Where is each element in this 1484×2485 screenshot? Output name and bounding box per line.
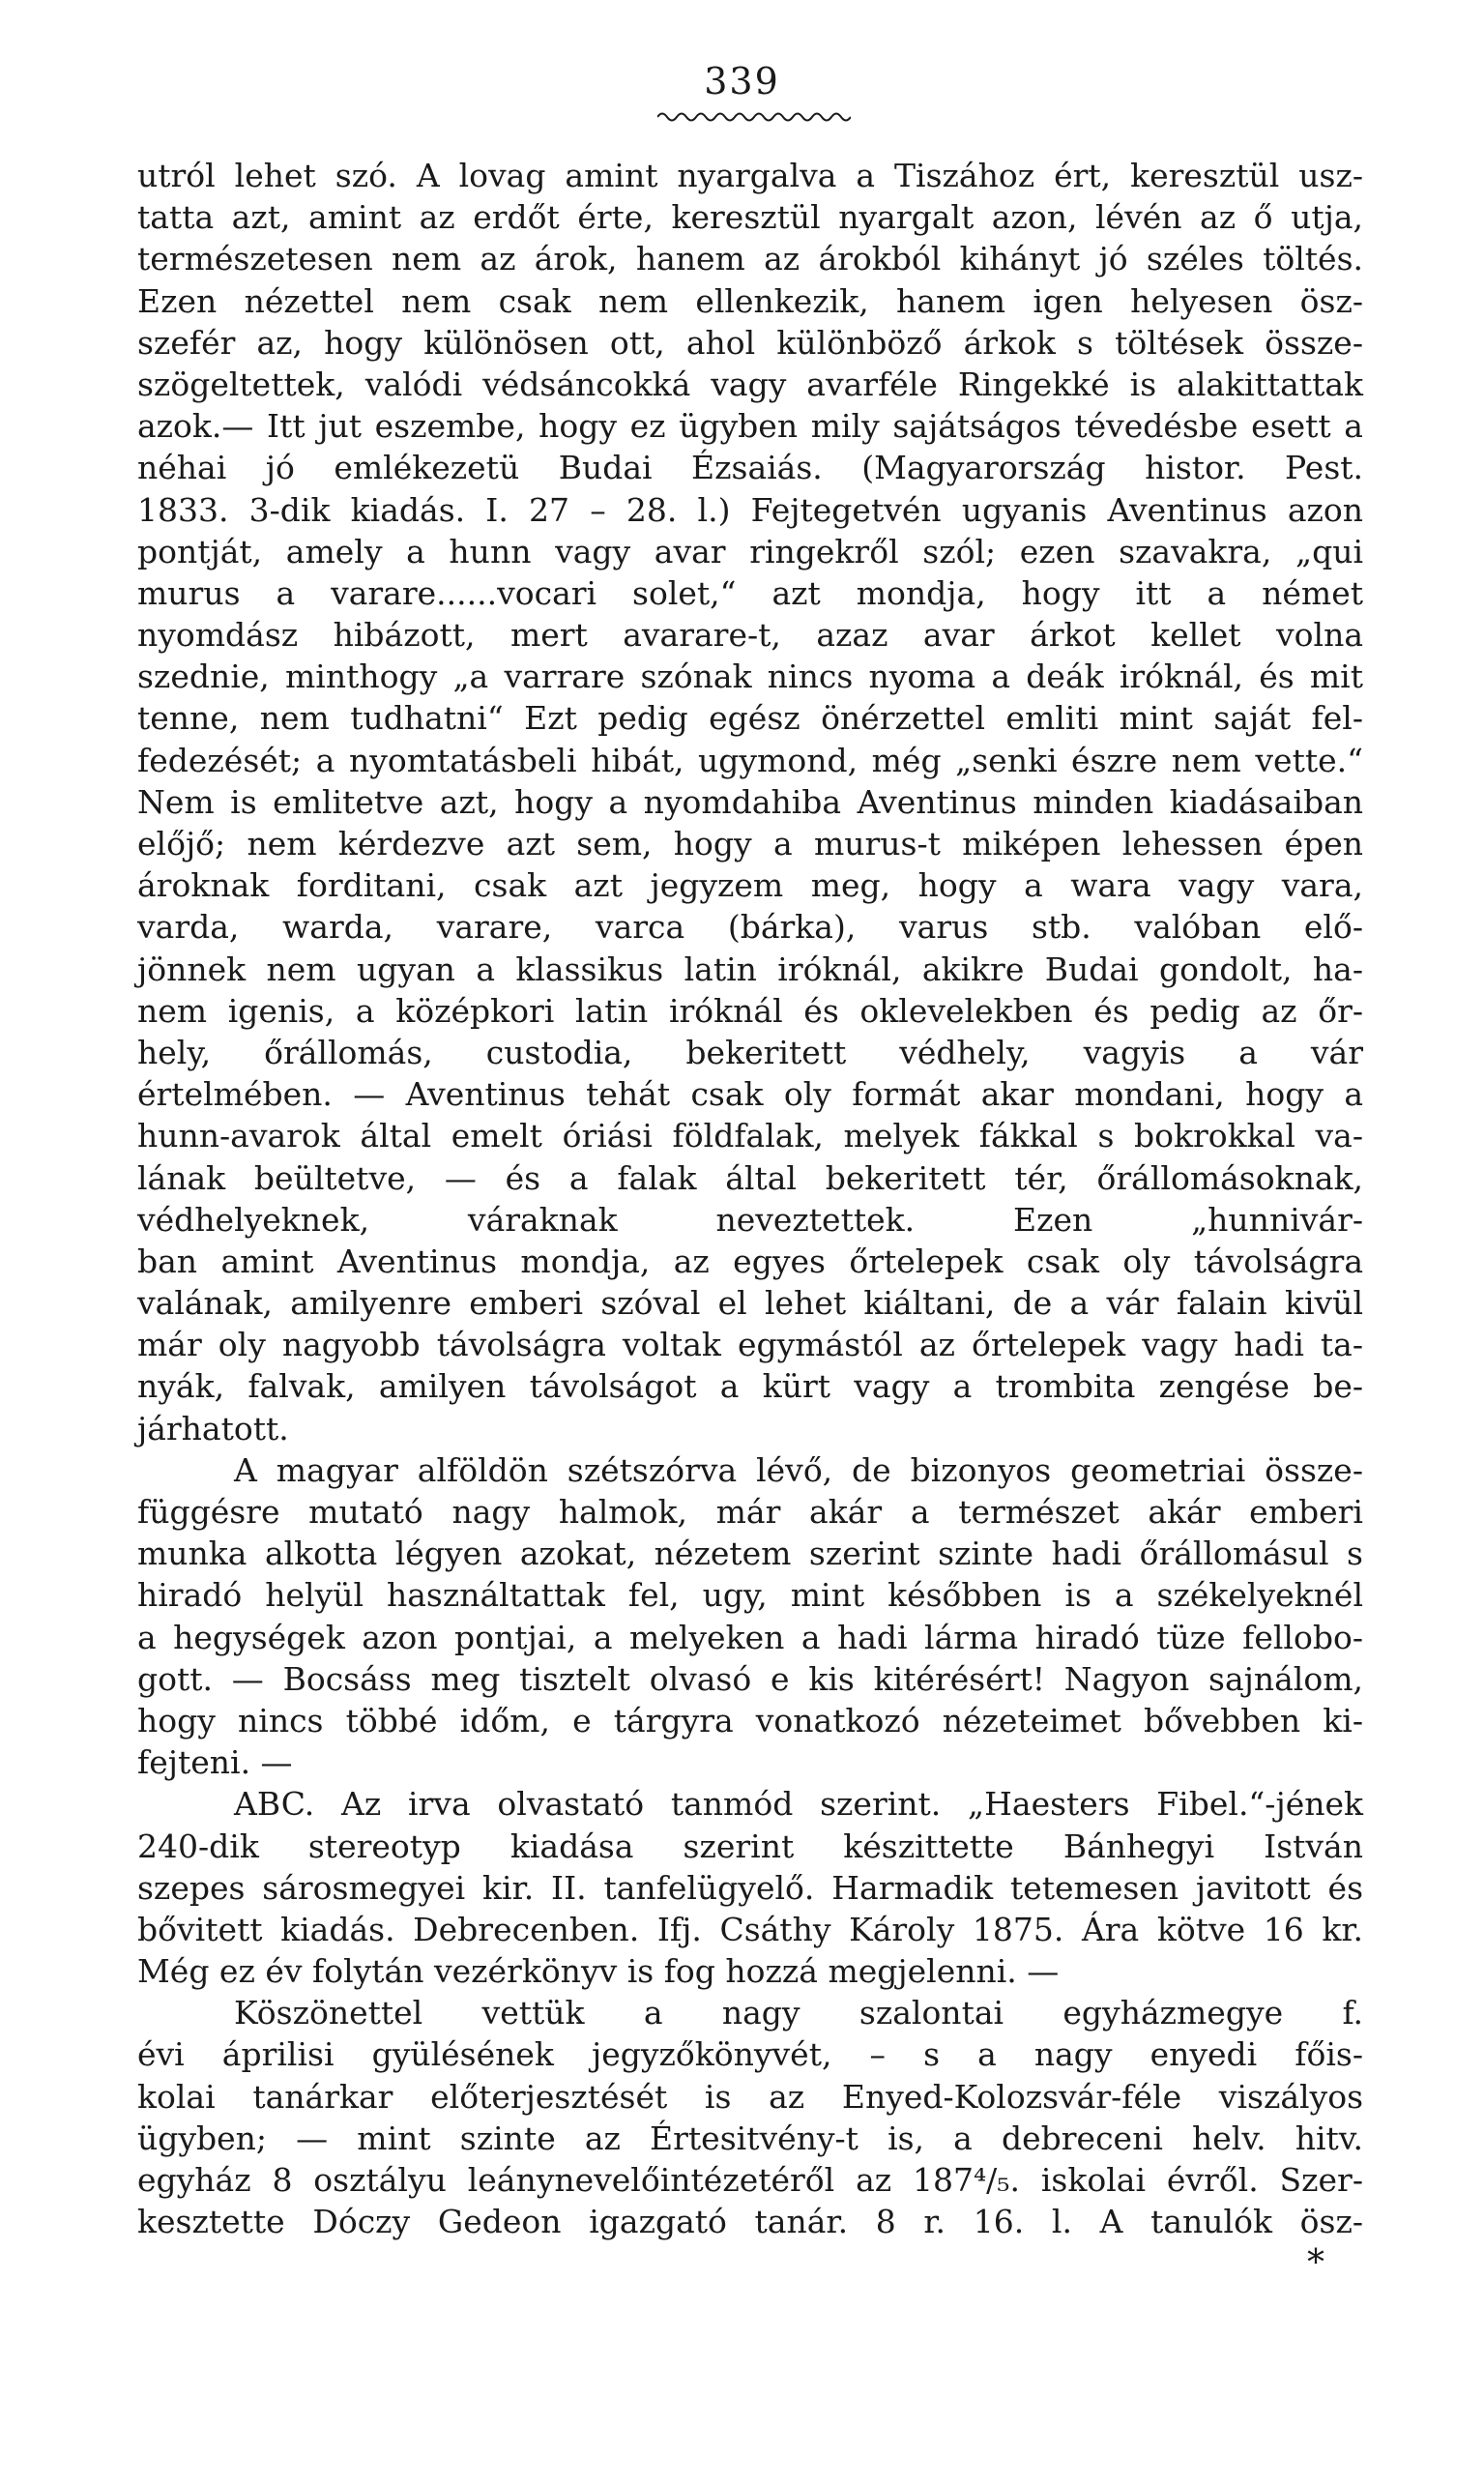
text-line: murus a varare......vocari solet,“ azt mondja, hogy itt a német [137,573,1363,612]
text-line: Ezen nézettel nem csak nem ellenkezik, hanem igen helyesen ösz- [137,281,1363,320]
text-line: szednie, minthogy „a varrare szónak nincs nyoma a deák iróknál, és mit [137,658,1363,696]
text-line: Nem is emlitetve azt, hogy a nyomdahiba Aventinus minden kiadásaiban [137,782,1363,821]
text-line: lának beültetve, — és a falak által bekeritett tér, őrállomásoknak, [137,1158,1363,1197]
text-line: szepes sárosmegyei kir. II. tanfelügyelő. Harmadik tetemesen javitott és [137,1868,1363,1907]
text-line: járhatott. [137,1409,289,1447]
text-line: Még ez év folytán vezérkönyv is fog hozzá megjelenni. — [137,1952,1060,1991]
text-line: pontját, amely a hunn vagy avar ringekről szól; ezen szavakra, „qui [137,532,1363,570]
text-line: tenne, nem tudhatni“ Ezt pedig egész önérzettel emliti mint saját fel- [137,699,1363,738]
text-line: gott. — Bocsáss meg tisztelt olvasó e kis kitérésért! Nagyon sajnálom, [137,1659,1363,1698]
text-line: hogy nincs többé időm, e tárgyra vonatkozó nézeteimet bővebben ki- [137,1701,1363,1740]
text-line: kesztette Dóczy Gedeon igazgató tanár. 8 r. 16. l. A tanulók ösz- [137,2203,1363,2241]
text-line: természetesen nem az árok, hanem az árokból kihányt jó széles töltés. [137,240,1363,278]
text-line: tatta azt, amint az erdőt érte, keresztül nyargalt azon, lévén az ő utja, [137,198,1363,237]
text-line: szefér az, hogy különösen ott, ahol különböző árkok s töltések össze- [137,323,1363,362]
text-line: néhai jó emlékezetü Budai Ézsaiás. (Magyarország histor. Pest. [137,449,1363,487]
text-line: ároknak forditani, csak azt jegyzem meg, hogy a wara vagy vara, [137,866,1363,905]
wavy-ornament-icon [657,110,851,124]
body-text [137,155,1363,2285]
text-line: a hegységek azon pontjai, a melyeken a hadi lárma hiradó tüze fellobo- [137,1618,1363,1656]
text-line: nyák, falvak, amilyen távolságot a kürt vagy a trombita zengése be- [137,1367,1363,1406]
text-line: ban amint Aventinus mondja, az egyes őrtelepek csak oly távolságra [137,1242,1363,1280]
text-line: varda, warda, varare, varca (bárka), varus stb. valóban elő- [137,908,1363,947]
page-number: 339 [704,60,780,102]
text-line: értelmében. — Aventinus tehát csak oly formát akar mondani, hogy a [137,1075,1363,1114]
text-line: kolai tanárkar előterjesztését is az Enyed-Kolozsvár-féle viszályos [137,2077,1363,2116]
text-line: hunn-avarok által emelt óriási földfalak, melyek fákkal s bokrokkal va- [137,1117,1363,1155]
text-line: utról lehet szó. A lovag amint nyargalva a Tiszához ért, keresztül usz- [137,157,1363,194]
text-line: hiradó helyül használtattak fel, ugy, mint későbben is a székelyeknél [137,1576,1363,1615]
text-line: nyomdász hibázott, mert avarare-t, azaz avar árkot kellet volna [137,616,1363,655]
text-line: szögeltettek, valódi védsáncokká vagy avarféle Ringekké is alakittattak [137,365,1363,403]
text-line: A magyar alföldön szétszórva lévő, de bizonyos geometriai össze- [234,1450,1363,1489]
text-line: bővitett kiadás. Debrecenben. Ifj. Csáthy Károly 1875. Ára kötve 16 kr. [137,1910,1363,1948]
text-line: 1833. 3-dik kiadás. I. 27 – 28. l.) Fejtegetvén ugyanis Aventinus azon [137,490,1363,529]
text-line: védhelyeknek, váraknak neveztettek. Ezen „hunnivár- [137,1200,1363,1239]
text-line: előjő; nem kérdezve azt sem, hogy a murus-t miképen lehessen épen [137,825,1363,862]
text-line: ügyben; — mint szinte az Értesitvény-t is, a debreceni helv. hitv. [137,2119,1363,2157]
text-line: fedezését; a nyomtatásbeli hibát, ugymond, még „senki észre nem vette.“ [137,741,1363,779]
text-line: nem igenis, a középkori latin iróknál és oklevelekben és pedig az őr- [137,991,1363,1030]
text-line: 240-dik stereotyp kiadása szerint készittette Bánhegyi István [137,1827,1363,1865]
text-line: egyház 8 osztályu leánynevelőintézetéről az 187⁴/₅. iskolai évről. Szer- [137,2161,1363,2199]
text-line: munka alkotta légyen azokat, nézetem szerint szinte hadi őrállomásul s [137,1535,1363,1573]
footer-mark: * [1307,2243,1324,2284]
text-line: valának, amilyenre emberi szóval el lehet kiáltani, de a vár falain kivül [137,1284,1363,1323]
text-line: hely, őrállomás, custodia, bekeritett védhely, vagyis a vár [137,1033,1363,1071]
text-line: függésre mutató nagy halmok, már akár a természet akár emberi [137,1493,1363,1531]
text-line: Köszönettel vettük a nagy szalontai egyházmegye f. [234,1994,1363,2032]
text-line: azok.— Itt jut eszembe, hogy ez ügyben mily sajátságos tévedésbe esett a [137,407,1363,446]
text-line: ABC. Az irva olvastató tanmód szerint. „Haesters Fibel.“-jének [234,1785,1363,1824]
text-line: már oly nagyobb távolságra voltak egymástól az őrtelepek vagy hadi ta- [137,1326,1363,1364]
text-line: évi áprilisi gyülésének jegyzőkönyvét, – s a nagy enyedi főis- [137,2035,1363,2074]
text-line: jönnek nem ugyan a klassikus latin iróknál, akikre Budai gondolt, ha- [137,950,1363,988]
text-line: fejteni. — [137,1743,293,1782]
